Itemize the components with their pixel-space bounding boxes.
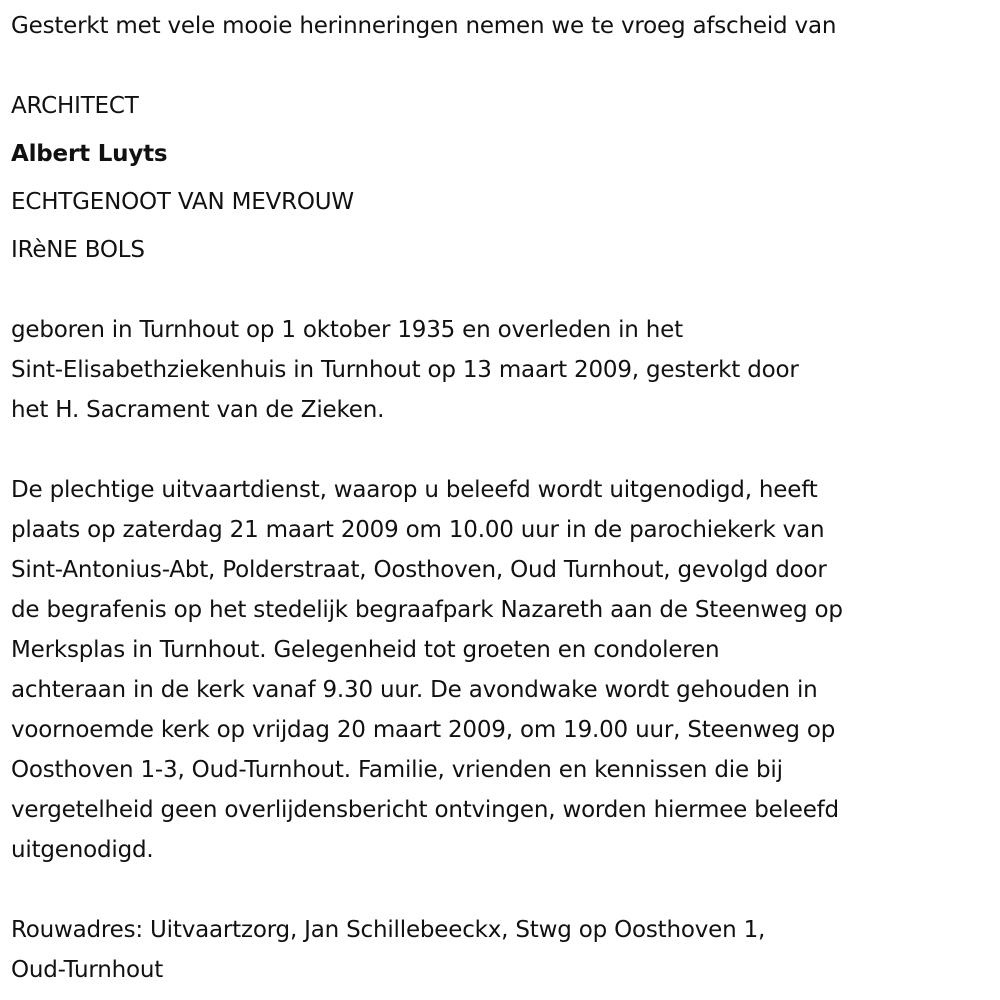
paragraph-line: voornoemde kerk op vrijdag 20 maart 2009, om 19.00 uur, Steenweg op	[11, 717, 836, 743]
paragraph-line: geboren in Turnhout op 1 oktober 1935 en overleden in het	[11, 317, 683, 343]
address-line: Oud-Turnhout	[11, 957, 164, 983]
birth-death-paragraph	[11, 310, 996, 430]
spouse-name: IRèNE BOLS	[11, 237, 145, 263]
mourning-address	[11, 910, 996, 990]
address-line: Rouwadres: Uitvaartzorg, Jan Schillebeeckx, Stwg op Oosthoven 1,	[11, 917, 766, 943]
paragraph-line: Sint-Elisabethziekenhuis in Turnhout op 13 maart 2009, gesterkt door	[11, 357, 799, 383]
paragraph-line: plaats op zaterdag 21 maart 2009 om 10.00 uur in de parochiekerk van	[11, 517, 825, 543]
profession-label: ARCHITECT	[11, 93, 139, 119]
spouse-label: ECHTGENOOT VAN MEVROUW	[11, 189, 354, 215]
intro-text: Gesterkt met vele mooie herinneringen nemen we te vroeg afscheid van	[11, 13, 837, 39]
paragraph-line: achteraan in de kerk vanaf 9.30 uur. De avondwake wordt gehouden in	[11, 677, 818, 703]
paragraph-line: Merksplas in Turnhout. Gelegenheid tot groeten en condoleren	[11, 637, 720, 663]
paragraph-line: Oosthoven 1-3, Oud-Turnhout. Familie, vrienden en kennissen die bij	[11, 757, 783, 783]
deceased-name: Albert Luyts	[11, 141, 168, 167]
paragraph-line: uitgenodigd.	[11, 837, 154, 863]
paragraph-line: het H. Sacrament van de Zieken.	[11, 397, 385, 423]
funeral-paragraph	[11, 470, 996, 870]
paragraph-line: Sint-Antonius-Abt, Polderstraat, Oosthoven, Oud Turnhout, gevolgd door	[11, 557, 827, 583]
paragraph-line: de begrafenis op het stedelijk begraafpark Nazareth aan de Steenweg op	[11, 597, 843, 623]
paragraph-line: vergetelheid geen overlijdensbericht ontvingen, worden hiermee beleefd	[11, 797, 839, 823]
paragraph-line: De plechtige uitvaartdienst, waarop u beleefd wordt uitgenodigd, heeft	[11, 477, 818, 503]
